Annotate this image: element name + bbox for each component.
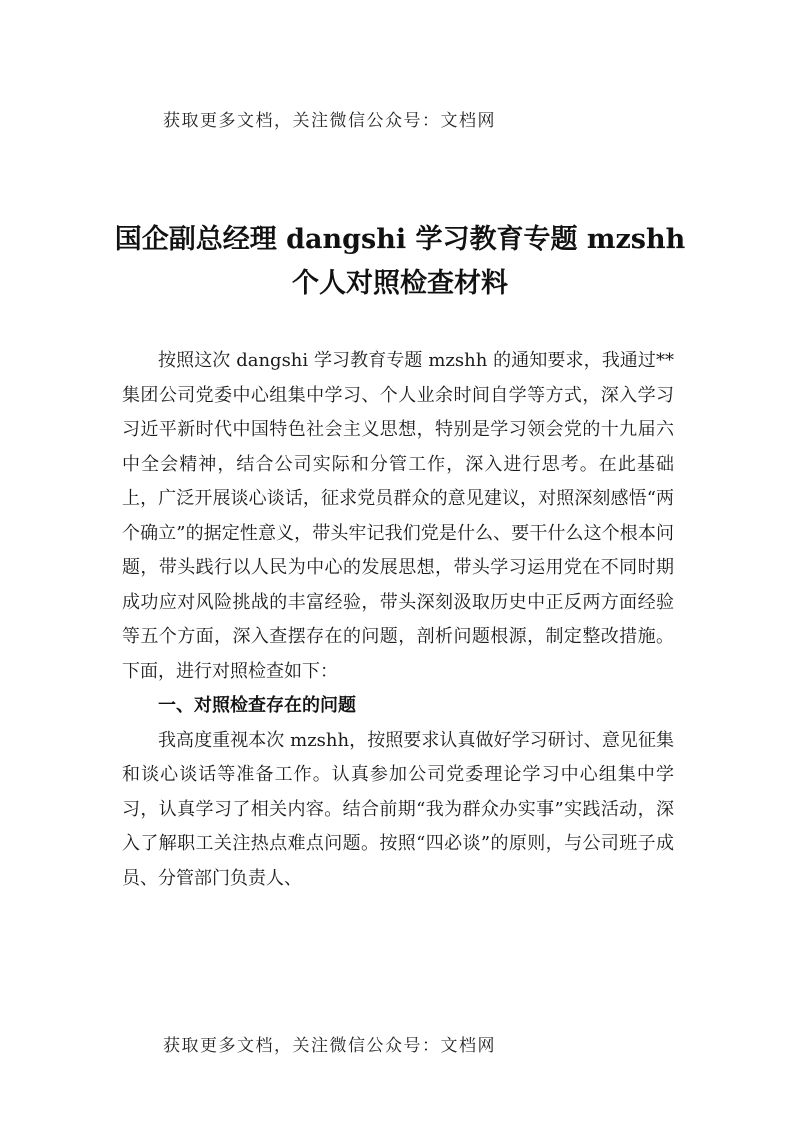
footer-note: 获取更多文档，关注微信公众号：文档网 <box>163 1036 496 1056</box>
section-heading-1: 一、对照检查存在的问题 <box>158 695 356 716</box>
watermark <box>635 1018 658 1041</box>
watermark <box>0 898 18 921</box>
document-title <box>100 218 700 306</box>
watermark <box>0 638 18 661</box>
document-title-line-1: 国企副总经理 dangshi 学习教育专题 mzshh <box>114 224 686 255</box>
watermark <box>0 258 18 281</box>
document-title-line-2: 个人对照检查材料 <box>292 268 508 299</box>
watermark <box>0 58 18 81</box>
watermark <box>385 58 408 81</box>
body-paragraph-2: 我高度重视本次 mzshh，按照要求认真做好学习研讨、意见征集和谈心谈话等准备工作。认真参加公司党委理论学习中心组集中学习，认真学习了相关内容。结合前期“我为群众办实事”实践活动，深入了解职工关注热点难点问题。按照“四必谈”的原则，与公司班子成员、分管部门负责人、 <box>122 729 674 889</box>
watermark <box>635 118 658 141</box>
document-body <box>122 344 674 896</box>
body-paragraph-1: 按照这次 dangshi 学习教育专题 mzshh 的通知要求，我通过**集团公司党委中心组集中学习、个人业余时间自学等方式，深入学习习近平新时代中国特色社会主义思想，特别是学习领会党的十九届六中全会精神，结合公司实际和分管工作，深入进行思考。在此基础上，广泛开展谈心谈话，征求党员群众的意见建议，对照深刻感悟“两个确立”的据定性意义，带头牢记我们党是什么、要干什么这个根本问题，带头践行以人民为中心的发展思想，带头学习运用党在不同时期成功应对风险挑战的丰富经验，带头深刻汲取历史中正反两方面经验等五个方面，深入查摆存在的问题，剖析问题根源，制定整改措施。下面，进行对照检查如下： <box>122 350 674 682</box>
header-note: 获取更多文档，关注微信公众号：文档网 <box>163 111 496 131</box>
